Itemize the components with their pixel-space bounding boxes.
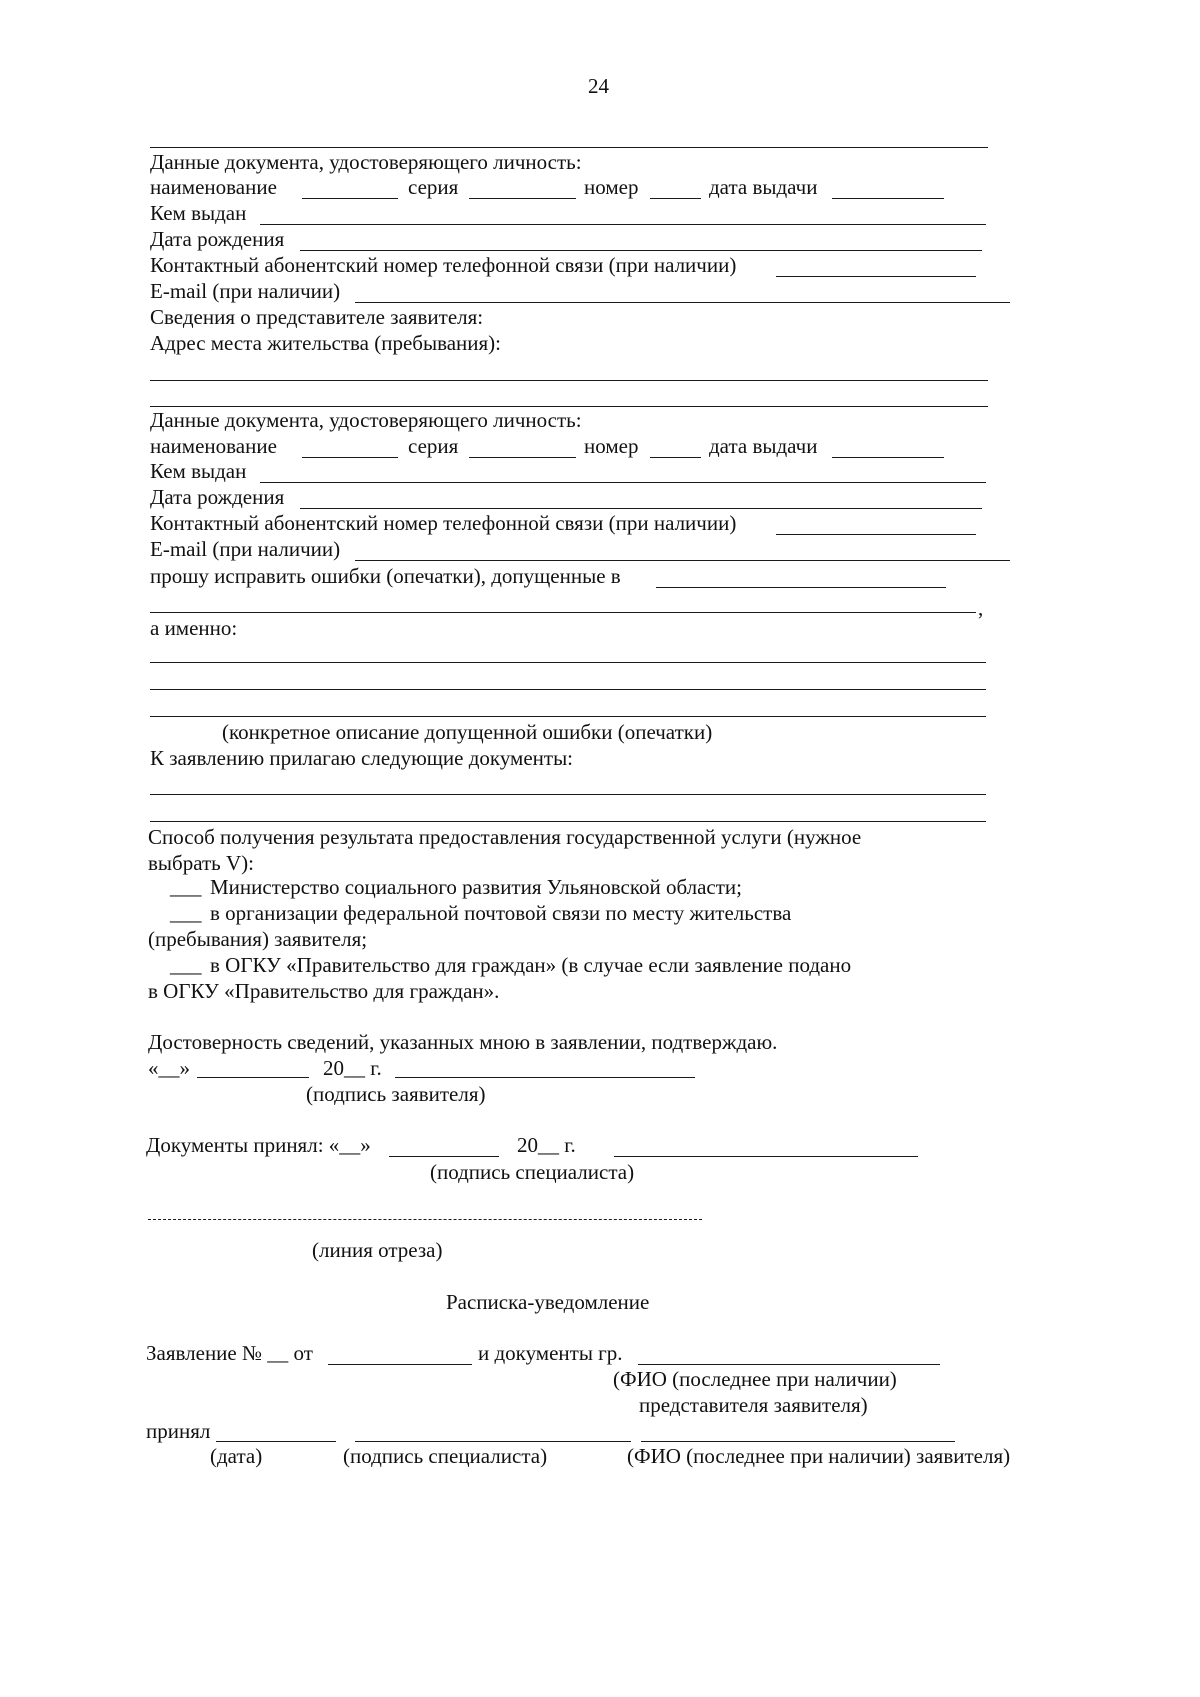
doc-name-label: наименование xyxy=(150,175,277,199)
address-field[interactable] xyxy=(150,380,988,381)
doc-series-label: серия xyxy=(408,175,459,199)
delivery-intro: Способ получения результата предоставления государственной услуги (нужное xyxy=(148,825,862,849)
documents-label: и документы гр. xyxy=(478,1341,623,1365)
attachments-field[interactable] xyxy=(150,821,986,822)
acceptance-month-field[interactable] xyxy=(389,1156,499,1157)
delivery-intro-cont: выбрать V): xyxy=(148,851,254,875)
option-checkbox[interactable]: ___ xyxy=(170,953,202,977)
option-post-cont: (пребывания) заявителя; xyxy=(148,927,368,951)
statement-label: Заявление № __ от xyxy=(146,1341,313,1365)
address-label: Адрес места жительства (пребывания): xyxy=(150,331,502,355)
option-post: в организации федеральной почтовой связи по месту жительства xyxy=(210,901,792,925)
error-description-caption: (конкретное описание допущенной ошибки (опечатки) xyxy=(222,720,713,744)
fill-line xyxy=(150,147,988,148)
applicant-signature-field[interactable] xyxy=(395,1077,695,1078)
confirmation-text: Достоверность сведений, указанных мною в заявлении, подтверждаю. xyxy=(148,1030,778,1054)
doc-name-field[interactable] xyxy=(302,198,398,199)
fix-errors-field-cont[interactable] xyxy=(150,612,976,613)
birth-date-field[interactable] xyxy=(300,250,982,251)
rep-birth-date-label: Дата рождения xyxy=(150,485,285,509)
specialist-caption: (подпись специалиста) xyxy=(343,1444,548,1468)
acceptance-year: 20__ г. xyxy=(517,1133,576,1157)
accepted-label: принял xyxy=(146,1419,211,1443)
doc-series-field[interactable] xyxy=(469,198,576,199)
phone-field[interactable] xyxy=(776,276,976,277)
doc-number-field[interactable] xyxy=(650,198,701,199)
rep-email-field[interactable] xyxy=(355,560,1010,561)
phone-label: Контактный абонентский номер телефонной связи (при наличии) xyxy=(150,253,737,277)
rep-doc-name-label: наименование xyxy=(150,434,277,458)
day-field: «__» xyxy=(148,1056,190,1080)
doc-number-label: номер xyxy=(584,175,639,199)
option-checkbox[interactable]: ___ xyxy=(170,875,202,899)
acceptance-label: Документы принял: «__» xyxy=(146,1133,371,1157)
option-checkbox[interactable]: ___ xyxy=(170,901,202,925)
cut-line xyxy=(148,1219,702,1220)
cut-line-caption: (линия отреза) xyxy=(312,1238,443,1262)
attachments-label: К заявлению прилагаю следующие документы: xyxy=(150,746,574,770)
issued-by-field[interactable] xyxy=(260,224,986,225)
birth-date-label: Дата рождения xyxy=(150,227,285,251)
specialist-signature-caption: (подпись специалиста) xyxy=(430,1160,635,1184)
rep-doc-name-field[interactable] xyxy=(302,457,398,458)
receipt-date-field[interactable] xyxy=(216,1441,336,1442)
fio-caption-cont: представителя заявителя) xyxy=(639,1393,868,1417)
rep-doc-number-field[interactable] xyxy=(650,457,701,458)
receipt-applicant-fio-field[interactable] xyxy=(641,1441,955,1442)
receipt-title: Расписка-уведомление xyxy=(446,1290,650,1314)
attachments-field[interactable] xyxy=(150,794,986,795)
fio-caption: (ФИО (последнее при наличии) xyxy=(613,1367,897,1391)
specialist-signature-field[interactable] xyxy=(614,1156,918,1157)
year-field: 20__ г. xyxy=(323,1056,382,1080)
date-caption: (дата) xyxy=(210,1444,263,1468)
rep-id-doc-heading: Данные документа, удостоверяющего личность: xyxy=(150,408,582,432)
month-field[interactable] xyxy=(197,1077,309,1078)
receipt-specialist-signature-field[interactable] xyxy=(355,1441,631,1442)
id-doc-heading: Данные документа, удостоверяющего личность: xyxy=(150,150,582,174)
error-description-field[interactable] xyxy=(150,689,986,690)
rep-doc-series-label: серия xyxy=(408,434,459,458)
rep-issued-by-label: Кем выдан xyxy=(150,459,247,483)
doc-issue-date-field[interactable] xyxy=(832,198,944,199)
fix-errors-field[interactable] xyxy=(656,587,946,588)
namely-label: а именно: xyxy=(150,616,238,640)
rep-phone-label: Контактный абонентский номер телефонной связи (при наличии) xyxy=(150,511,737,535)
comma: , xyxy=(978,596,984,620)
email-label: E-mail (при наличии) xyxy=(150,279,341,303)
rep-email-label: E-mail (при наличии) xyxy=(150,537,341,561)
rep-issued-by-field[interactable] xyxy=(260,482,986,483)
rep-doc-series-field[interactable] xyxy=(469,457,576,458)
issued-by-label: Кем выдан xyxy=(150,201,247,225)
address-field[interactable] xyxy=(150,406,988,407)
error-description-field[interactable] xyxy=(150,716,986,717)
email-field[interactable] xyxy=(355,302,1010,303)
option-ogku-cont: в ОГКУ «Правительство для граждан». xyxy=(148,979,500,1003)
rep-doc-issue-date-field[interactable] xyxy=(832,457,944,458)
option-ministry: Министерство социального развития Ульяновской области; xyxy=(210,875,742,899)
option-ogku: в ОГКУ «Правительство для граждан» (в случае если заявление подано xyxy=(210,953,852,977)
rep-doc-number-label: номер xyxy=(584,434,639,458)
representative-heading: Сведения о представителе заявителя: xyxy=(150,305,484,329)
applicant-signature-caption: (подпись заявителя) xyxy=(306,1082,486,1106)
representative-fio-field[interactable] xyxy=(638,1364,940,1365)
statement-date-field[interactable] xyxy=(328,1364,472,1365)
doc-issue-date-label: дата выдачи xyxy=(709,175,818,199)
page-number: 24 xyxy=(588,74,609,98)
error-description-field[interactable] xyxy=(150,662,986,663)
rep-phone-field[interactable] xyxy=(776,534,976,535)
rep-doc-issue-date-label: дата выдачи xyxy=(709,434,818,458)
rep-birth-date-field[interactable] xyxy=(300,508,982,509)
fix-errors-text: прошу исправить ошибки (опечатки), допущенные в xyxy=(150,564,621,588)
applicant-fio-caption: (ФИО (последнее при наличии) заявителя) xyxy=(627,1444,1011,1468)
